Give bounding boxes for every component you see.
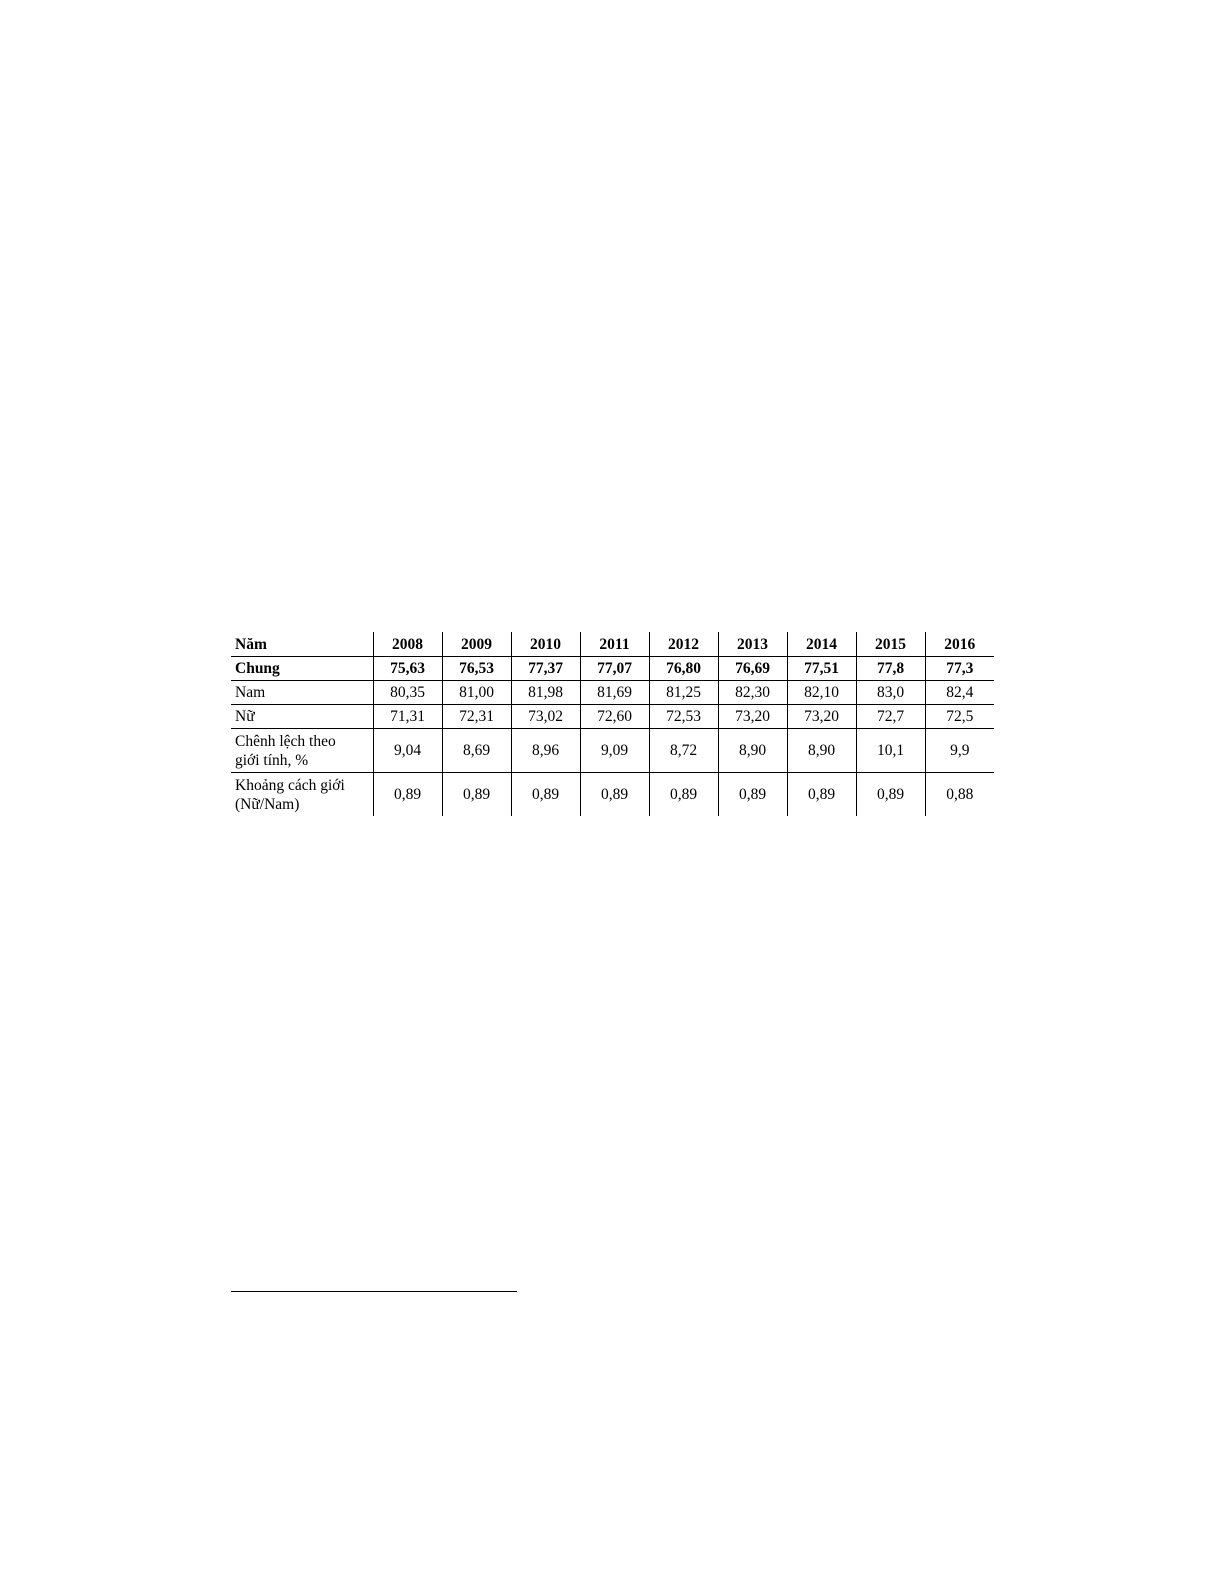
table-cell: 73,20: [718, 705, 787, 729]
row-label-cell: Chung: [231, 657, 373, 681]
year-header-cell: 2011: [580, 632, 649, 657]
table-cell: 0,88: [925, 773, 994, 817]
year-header-cell: 2008: [373, 632, 442, 657]
year-header-cell: 2015: [856, 632, 925, 657]
table-cell: 0,89: [373, 773, 442, 817]
table-cell: 9,04: [373, 729, 442, 773]
table-cell: 80,35: [373, 681, 442, 705]
table-cell: 82,30: [718, 681, 787, 705]
row-label-line: (Nữ/Nam): [235, 795, 300, 813]
row-label-cell: [231, 773, 373, 817]
table-cell: 0,89: [649, 773, 718, 817]
table-cell: 77,07: [580, 657, 649, 681]
table-cell: 9,9: [925, 729, 994, 773]
table-cell: 76,80: [649, 657, 718, 681]
table-cell: 81,98: [511, 681, 580, 705]
table-cell: 0,89: [442, 773, 511, 817]
table-row-male: [231, 681, 994, 705]
table-cell: 72,31: [442, 705, 511, 729]
table-cell: 0,89: [787, 773, 856, 817]
row-label-line: Chênh lệch theo: [235, 732, 336, 750]
table-cell: 75,63: [373, 657, 442, 681]
table-cell: 77,37: [511, 657, 580, 681]
table-cell: 72,5: [925, 705, 994, 729]
table-cell: 82,10: [787, 681, 856, 705]
year-header-cell: 2012: [649, 632, 718, 657]
table-cell: 73,02: [511, 705, 580, 729]
row-label-cell: Nữ: [231, 705, 373, 729]
table-cell: 81,25: [649, 681, 718, 705]
table-row-gender-gap: [231, 773, 994, 817]
year-header-cell: 2014: [787, 632, 856, 657]
table-cell: 77,3: [925, 657, 994, 681]
table-cell: 0,89: [511, 773, 580, 817]
table-cell: 73,20: [787, 705, 856, 729]
year-header-cell: 2010: [511, 632, 580, 657]
table-cell: 72,53: [649, 705, 718, 729]
year-header-cell: 2016: [925, 632, 994, 657]
table-row-overall: [231, 657, 994, 681]
row-label-line: Khoảng cách giới: [235, 776, 345, 794]
header-label-cell: Năm: [231, 632, 373, 657]
table-cell: 8,69: [442, 729, 511, 773]
table-cell: 0,89: [856, 773, 925, 817]
year-header-cell: 2013: [718, 632, 787, 657]
table-cell: 72,7: [856, 705, 925, 729]
table-cell: 8,72: [649, 729, 718, 773]
table-cell: 8,90: [787, 729, 856, 773]
year-header-cell: 2009: [442, 632, 511, 657]
table-cell: 8,90: [718, 729, 787, 773]
table-cell: 10,1: [856, 729, 925, 773]
table-cell: 83,0: [856, 681, 925, 705]
table-cell: 0,89: [718, 773, 787, 817]
footnote-separator: [231, 1291, 517, 1292]
header-row: [231, 632, 994, 657]
table-cell: 9,09: [580, 729, 649, 773]
row-label-cell: Nam: [231, 681, 373, 705]
table-cell: 77,8: [856, 657, 925, 681]
table-cell: 77,51: [787, 657, 856, 681]
table-cell: 0,89: [580, 773, 649, 817]
table-row-gender-difference: [231, 729, 994, 773]
row-label-cell: [231, 729, 373, 773]
table-cell: 81,69: [580, 681, 649, 705]
table-cell: 82,4: [925, 681, 994, 705]
table-cell: 71,31: [373, 705, 442, 729]
table-row-female: [231, 705, 994, 729]
gender-statistics-table: [231, 632, 994, 816]
table-cell: 76,53: [442, 657, 511, 681]
table-cell: 72,60: [580, 705, 649, 729]
table-cell: 81,00: [442, 681, 511, 705]
table-cell: 76,69: [718, 657, 787, 681]
table-cell: 8,96: [511, 729, 580, 773]
row-label-line: giới tính, %: [235, 751, 309, 769]
